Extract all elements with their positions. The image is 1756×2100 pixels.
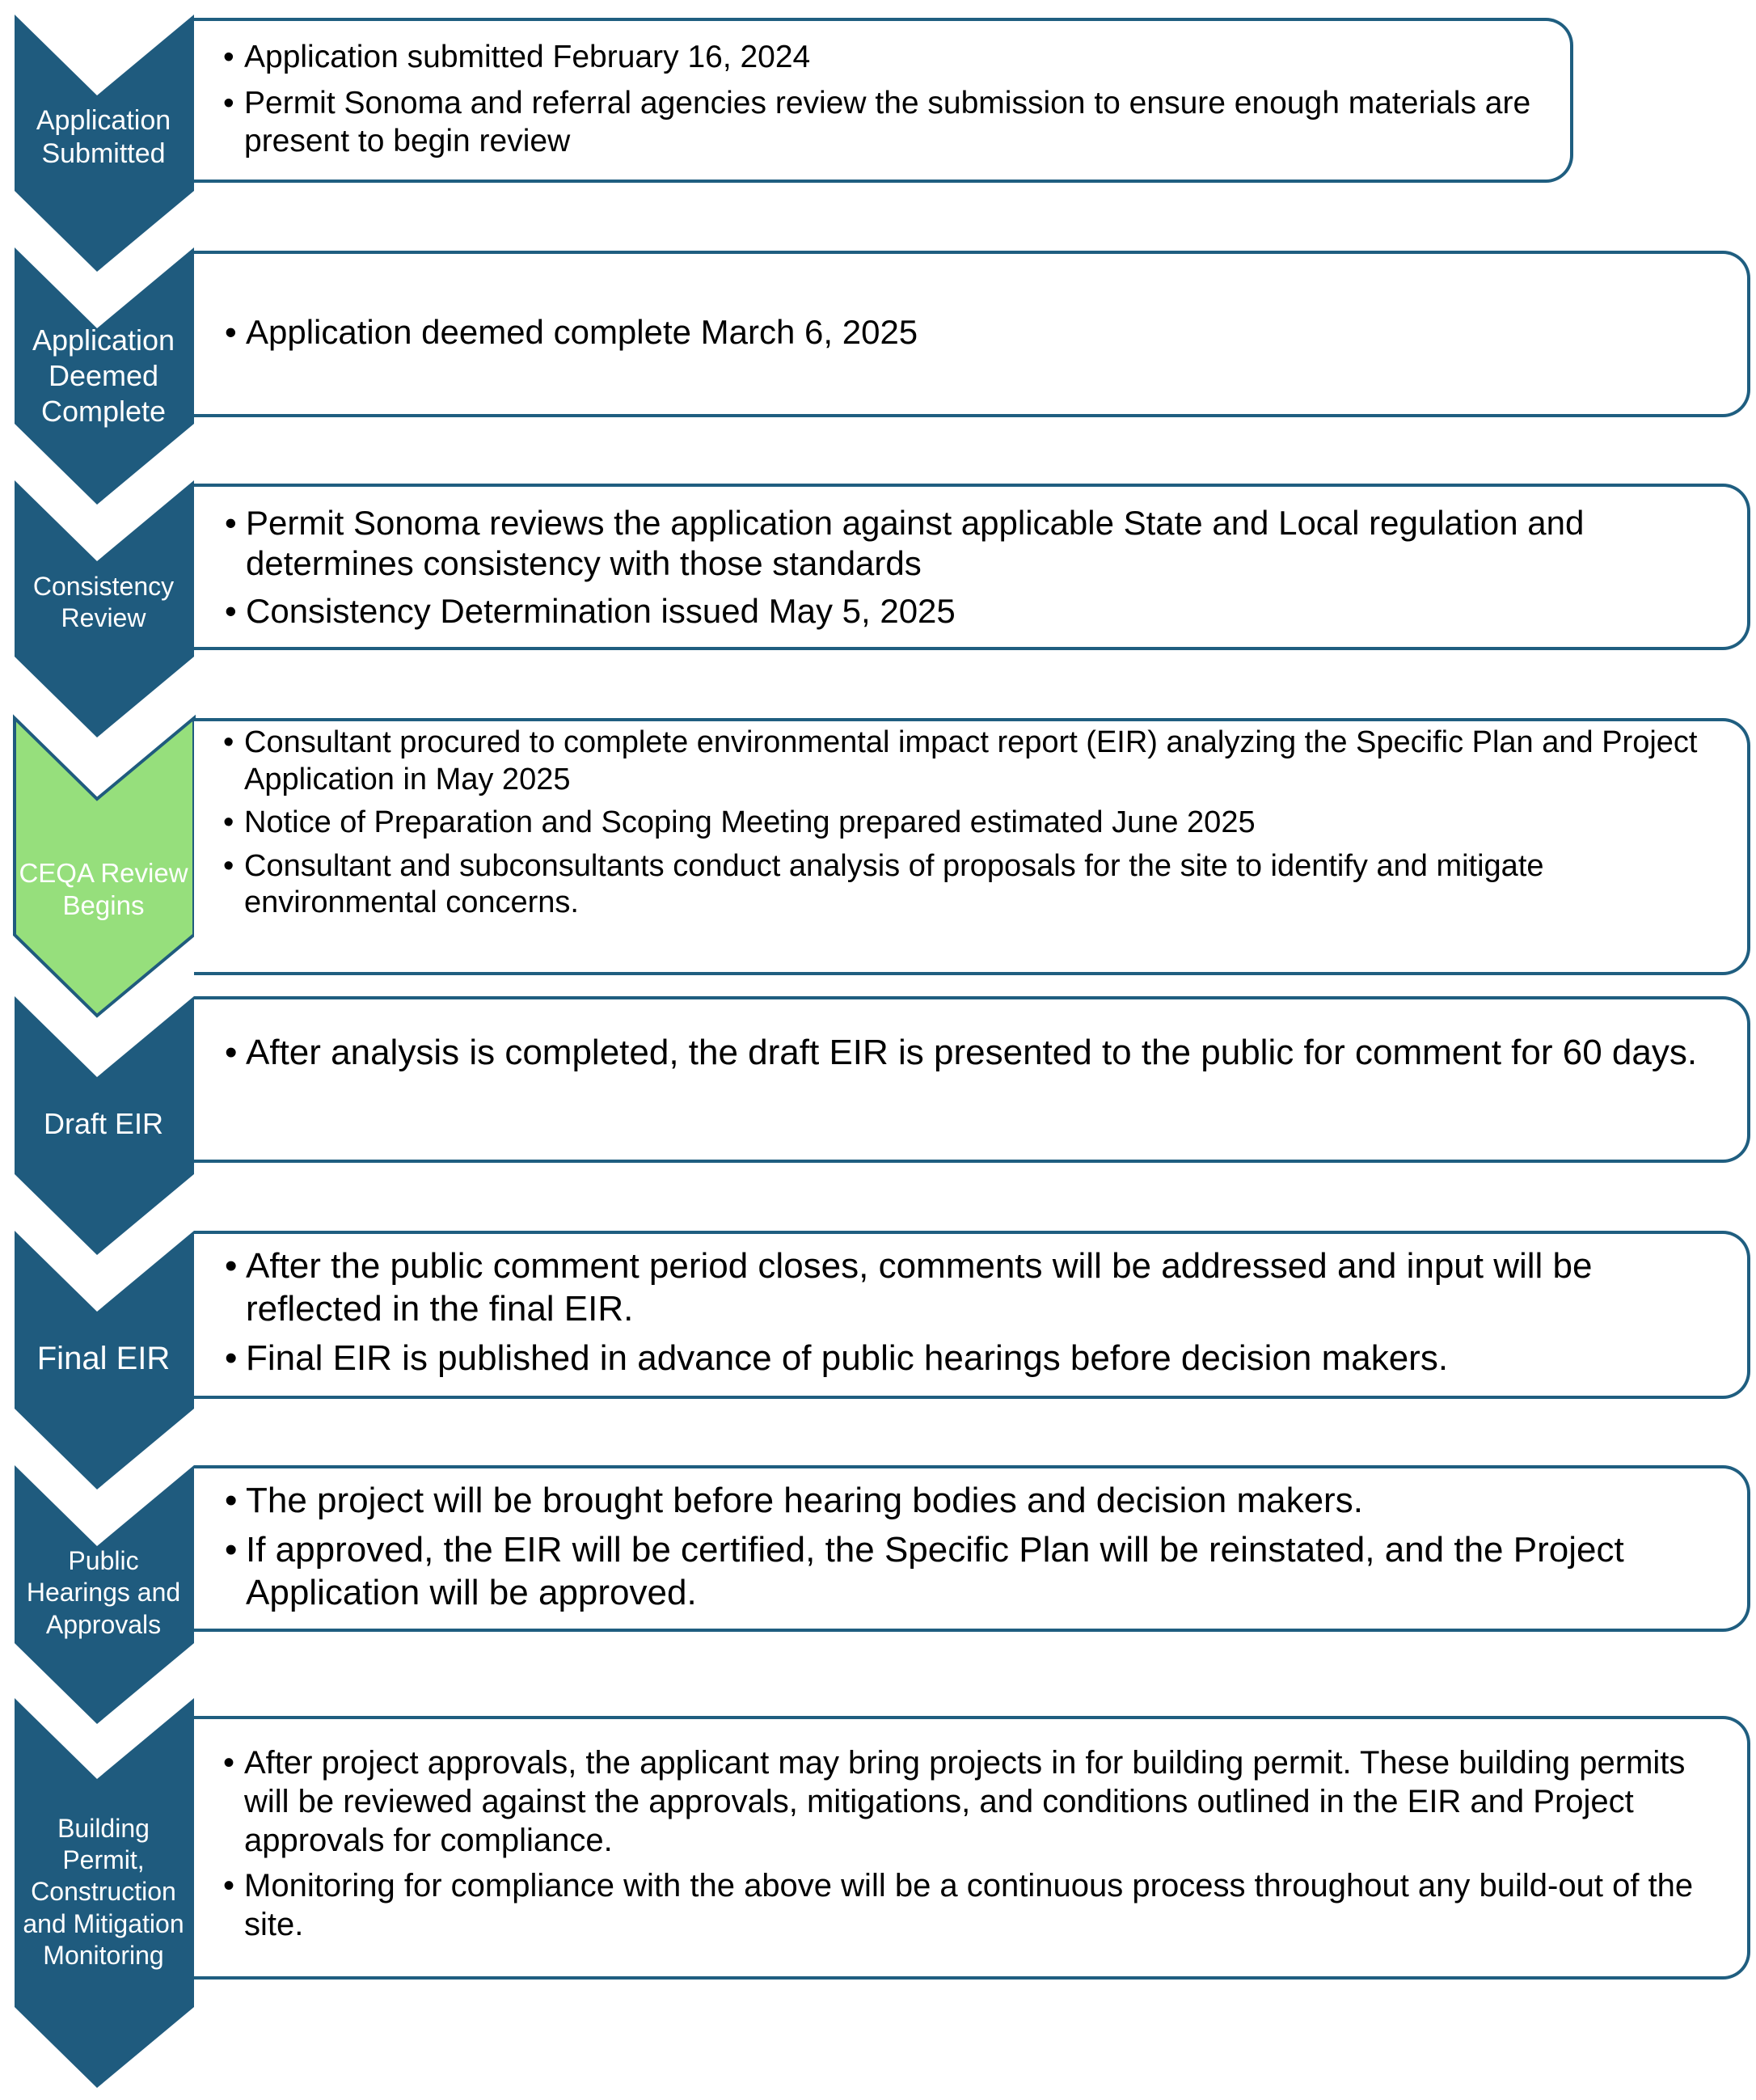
bullet-item: • Notice of Preparation and Scoping Meeting prepared estimated June 2025	[223, 805, 1715, 842]
stage-card-building-permit-construction-and-mitigation-monitoring	[194, 1716, 1750, 1980]
bullet-item: • Consultant procured to complete environmental impact report (EIR) analyzing the Specific Plan and Project Application in May 2025	[223, 725, 1715, 798]
stage-card-application-deemed-complete	[194, 251, 1750, 417]
bullet-list	[225, 1245, 1715, 1386]
bullet-item: • After analysis is completed, the draft EIR is presented to the public for comment for 60 days.	[225, 1032, 1715, 1075]
bullet-list	[223, 725, 1715, 928]
bullet-item: • The project will be brought before hearing bodies and decision makers.	[225, 1480, 1715, 1523]
bullet-list	[225, 1032, 1715, 1081]
stage-label: Consistency Review	[32, 571, 175, 632]
bullet-item: • Final EIR is published in advance of public hearings before decision makers.	[225, 1337, 1715, 1380]
bullet-item: • After project approvals, the applicant may bring projects in for building permit. These building permits will be reviewed against the approvals, mitigations, and conditions outlined in the EIR and Project approvals for compliance.	[223, 1743, 1715, 1860]
bullet-item: • Application deemed complete March 6, 2025	[225, 312, 1715, 353]
bullet-item: • Monitoring for compliance with the above will be a continuous process throughout any build-out of the site.	[223, 1866, 1715, 1944]
bullet-item: • If approved, the EIR will be certified, the Specific Plan will be reinstated, and the Project Application will be approved.	[225, 1529, 1715, 1615]
stage-card-consistency-review	[194, 484, 1750, 650]
bullet-list	[225, 312, 1715, 361]
stage-label: CEQA Review Begins	[19, 857, 188, 920]
stage-label: Draft EIR	[43, 1107, 164, 1141]
bullet-item: • Consistency Determination issued May 5, 2025	[225, 591, 1715, 632]
stage-card-final-eir	[194, 1231, 1750, 1399]
stage-card-ceqa-review-begins	[194, 718, 1750, 975]
stage-label: Application Deemed Complete	[32, 323, 175, 428]
bullet-list	[223, 1743, 1715, 1950]
stage-card-application-submitted	[194, 18, 1573, 183]
stage-label: Building Permit, Construction and Mitigation Monitoring	[23, 1814, 184, 1970]
stage-label: Public Hearings and Approvals	[26, 1546, 181, 1639]
stage-label: Application Submitted	[36, 104, 171, 169]
bullet-item: • After the public comment period closes, comments will be addressed and input will be reflected in the final EIR.	[225, 1245, 1715, 1331]
bullet-list	[225, 1480, 1715, 1620]
stage-card-public-hearings-and-approvals	[194, 1465, 1750, 1632]
stage-card-draft-eir	[194, 996, 1750, 1163]
bullet-item: • Consultant and subconsultants conduct analysis of proposals for the site to identify and mitigate environmental concerns.	[223, 848, 1715, 922]
stage-label: Final EIR	[36, 1340, 171, 1376]
bullet-list	[225, 503, 1715, 638]
bullet-item: • Application submitted February 16, 2024	[223, 39, 1538, 77]
bullet-item: • Permit Sonoma reviews the application against applicable State and Local regulation and determines consistency with those standards	[225, 503, 1715, 585]
bullet-item: • Permit Sonoma and referral agencies review the submission to ensure enough materials are present to begin review	[223, 85, 1538, 161]
bullet-list	[223, 39, 1538, 168]
